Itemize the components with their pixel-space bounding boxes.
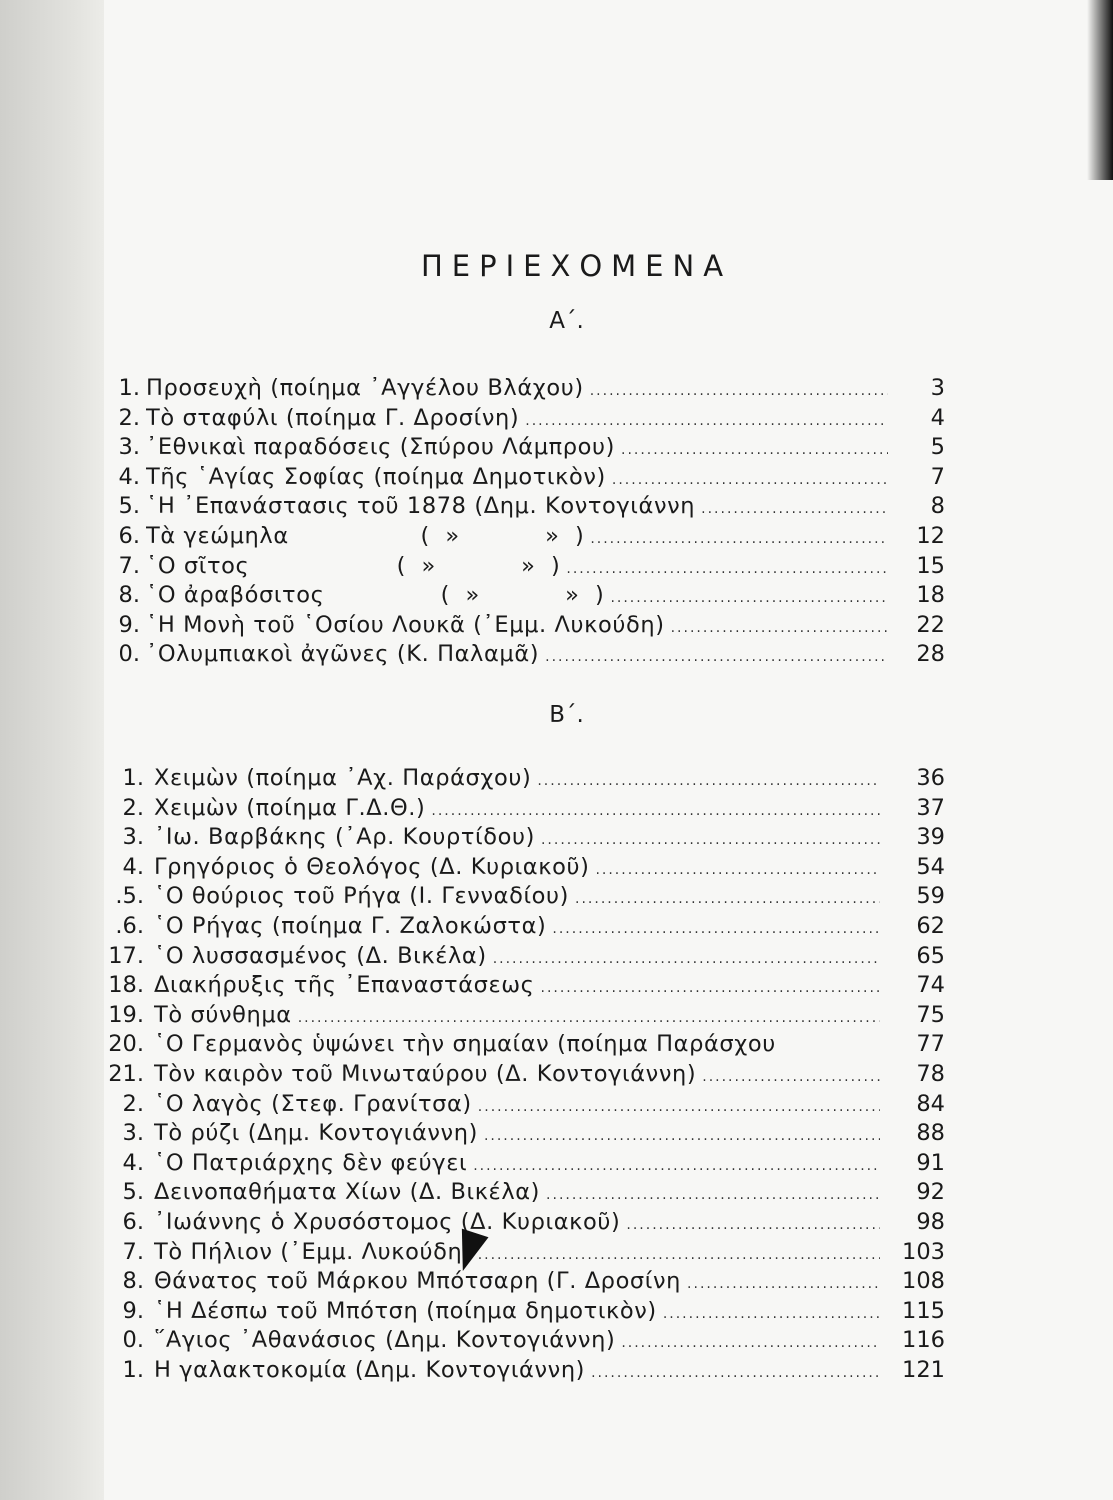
toc-entry-title-row [154,823,880,856]
leader-dots [595,856,880,886]
toc-entry-page-number: 54 [916,853,945,880]
toc-entry-title-row [146,581,888,614]
toc-entry-number: 6. [118,522,140,549]
toc-section-a [0,374,1113,670]
toc-entry [0,463,1113,493]
toc-entry-page-number: 22 [916,611,945,638]
toc-entry [0,1267,1113,1297]
toc-entry-page-number: 116 [902,1327,945,1354]
leader-dots [575,885,880,915]
leader-dots [541,826,880,856]
toc-entry [0,433,1113,463]
toc-entry-title-row [146,552,888,585]
toc-entry-title-row [154,971,880,1004]
leader-dots [671,614,888,644]
toc-entry [0,1119,1113,1149]
leader-dots [687,1270,880,1300]
toc-entry-page-number: 37 [916,794,945,821]
toc-entry [0,1208,1113,1238]
toc-entry [0,522,1113,552]
toc-entry-number: 21. [108,1060,144,1087]
toc-entry-number: 2. [122,794,144,821]
toc-entry-title-row [146,463,888,496]
toc-entry-number: 6. [122,1208,144,1235]
toc-entry [0,552,1113,582]
toc-entry [0,823,1113,853]
toc-entry-title: ῾Ο Πατριάρχης δὲν φεύγει [154,1149,468,1176]
toc-entry-title: ᾿Ιω. Βαρβάκης (᾿Αρ. Κουρτίδου) [154,824,535,851]
toc-entry-title-row [154,1267,880,1300]
toc-entry-page-number: 59 [916,883,945,910]
toc-entry [0,374,1113,404]
toc-entry-number: 8. [122,1268,144,1295]
toc-entry [0,404,1113,434]
toc-entry-title: Τὸ Πήλιον (᾿Εμμ. Λυκούδη) [154,1238,472,1265]
leader-dots [626,1211,880,1241]
toc-entry [0,640,1113,670]
toc-entry-number: 4. [118,463,140,490]
leader-dots [702,1063,880,1093]
toc-entry [0,492,1113,522]
toc-entry-page-number: 7 [930,463,945,490]
toc-entry-title: ῾Ο Ρήγας (ποίημα Γ. Ζαλοκώστα) [154,912,547,939]
toc-entry-title: Τὰ γεώμηλα ( » » ) [146,522,585,549]
toc-entry-title: Τὸ ρύζι (Δημ. Κοντογιάννη) [154,1120,478,1147]
toc-entry-number: 1. [118,375,140,401]
leader-dots [621,436,888,466]
toc-entry-title: Χειμὼν (ποίημα Γ.Δ.Θ.) [154,794,426,821]
leader-dots [431,797,880,827]
toc-entry-number: 20. [108,1031,144,1058]
toc-entry-title-row [154,1326,880,1359]
leader-dots [537,767,880,797]
toc-entry-title-row [154,1060,880,1093]
leader-dots [566,555,888,585]
toc-entry-title-row [146,433,888,466]
toc-entry-title-row [154,764,880,797]
toc-entry-number: 7. [118,552,140,579]
toc-entry-title-row [146,404,888,437]
toc-entry-page-number: 84 [916,1090,945,1117]
toc-entry-title-row [154,1238,880,1271]
toc-entry-number: 3. [118,434,140,461]
toc-entry [0,1297,1113,1327]
leader-dots [545,643,888,673]
toc-entry [0,912,1113,942]
toc-entry [0,764,1113,794]
toc-entry [0,794,1113,824]
toc-entry-title-row [154,882,880,915]
toc-entry [0,1238,1113,1268]
toc-entry [0,1178,1113,1208]
toc-entry-title-row [146,522,888,555]
toc-entry [0,1001,1113,1031]
toc-entry-page-number: 39 [916,824,945,851]
toc-entry-page-number: 74 [916,972,945,999]
leader-dots [590,525,888,555]
section-a-heading: Α΄. [549,308,584,334]
toc-entry-title: Η γαλακτοκομία (Δημ. Κοντογιάννη) [154,1356,586,1383]
toc-entry-title: ᾿Ιωάννης ὁ Χρυσόστομος (Δ. Κυριακοῦ) [154,1208,621,1235]
toc-entry-page-number: 5 [930,434,945,461]
leader-dots [663,1300,880,1330]
toc-entry-title: Διακήρυξις τῆς ᾿Επαναστάσεως [154,972,535,999]
toc-entry-page-number: 15 [916,552,945,579]
toc-entry-page-number: 75 [916,1001,945,1028]
toc-entry [0,1090,1113,1120]
toc-entry-title-row [154,1090,880,1123]
toc-entry-title: Θάνατος τοῦ Μάρκου Μπότσαρη (Γ. Δροσίνη [154,1268,682,1295]
leader-dots [493,945,880,975]
toc-entry-number: 17. [108,942,144,969]
toc-entry-number: 3. [122,824,144,851]
toc-entry-title: Προσευχὴ (ποίημα ᾿Αγγέλου Βλάχου) [146,375,584,401]
toc-entry [0,942,1113,972]
toc-entry-number: 2. [122,1090,144,1117]
toc-entry-page-number: 18 [916,582,945,609]
toc-entry-title: Γρηγόριος ὁ Θεολόγος (Δ. Κυριακοῦ) [154,853,590,880]
toc-entry [0,1149,1113,1179]
toc-entry-title: ῾Ο ἀραβόσιτος ( » » ) [146,582,605,609]
toc-entry-title-row [154,853,880,886]
toc-entry [0,611,1113,641]
leader-dots [610,584,888,614]
toc-entry-title-row [154,1119,880,1152]
leader-dots [701,495,888,525]
toc-entry-page-number: 4 [930,404,945,431]
toc-entry-page-number: 103 [902,1238,945,1265]
toc-entry-page-number: 12 [916,522,945,549]
toc-entry [0,1030,1113,1060]
toc-entry-title: ᾿Εθνικαὶ παραδόσεις (Σπύρου Λάμπρου) [146,434,615,461]
toc-entry-title: ῾Ο λυσσασμένος (Δ. Βικέλα) [154,942,487,969]
leader-dots [552,915,880,945]
section-b-heading: Β΄. [549,702,584,728]
toc-entry [0,1356,1113,1386]
leader-dots [612,466,888,496]
leader-dots [546,1181,880,1211]
toc-entry [0,853,1113,883]
toc-entry-title: ῾Ο Γερμανὸς ὑψώνει τὴν σημαίαν (ποίημα Παράσχου [154,1031,776,1058]
toc-entry-page-number: 98 [916,1208,945,1235]
toc-entry-title-row [154,1001,880,1034]
toc-entry-page-number: 91 [916,1149,945,1176]
toc-entry-title-row [154,1208,880,1241]
leader-dots [541,974,881,1004]
leader-dots [621,1329,880,1359]
toc-entry-number: 2. [118,404,140,431]
leader-dots [525,407,888,437]
toc-entry-number: 1. [122,765,144,791]
toc-entry-title-row [154,1297,880,1330]
leader-dots [478,1093,880,1123]
toc-entry-title-row [154,942,880,975]
toc-entry-number: 19. [108,1001,144,1028]
toc-entry-page-number: 115 [902,1297,945,1324]
toc-entry-title-row [154,1149,880,1182]
toc-entry [0,1326,1113,1356]
toc-entry-title: Χειμὼν (ποίημα ᾿Αχ. Παράσχου) [154,765,532,791]
toc-entry-title-row [146,374,888,407]
toc-entry [0,1060,1113,1090]
toc-entry-number: 9. [118,611,140,638]
toc-entry-title: Τῆς ῾Αγίας Σοφίας (ποίημα Δημοτικὸν) [146,463,606,490]
toc-entry-page-number: 121 [902,1356,945,1383]
toc-entry-title: ῾Ο λαγὸς (Στεφ. Γρανίτσα) [154,1090,472,1117]
toc-entry-title: Τὸ σύνθημα [154,1001,292,1028]
toc-entry-number: .5. [115,883,144,910]
toc-entry-page-number: 78 [916,1060,945,1087]
toc-entry-page-number: 88 [916,1120,945,1147]
toc-entry-title: Τὸν καιρὸν τοῦ Μινωταύρου (Δ. Κοντογιάννη) [154,1060,697,1087]
toc-entry-number: 5. [122,1179,144,1206]
toc-entry-page-number: 65 [916,942,945,969]
toc-entry-title: ῾Ο θούριος τοῦ Ρήγα (Ι. Γενναδίου) [154,883,570,910]
toc-entry-number: 8. [118,582,140,609]
toc-entry-page-number: 108 [902,1268,945,1295]
toc-entry-title: ῞Αγιος ᾿Αθανάσιος (Δημ. Κοντογιάννη) [154,1327,616,1354]
toc-entry-number: 7. [122,1238,144,1265]
page-title: ΠΕΡΙΕΧΟΜΕΝΑ [420,249,733,284]
toc-entry-page-number: 8 [930,493,945,520]
toc-entry-title-row [154,794,880,827]
toc-entry-title: Δεινοπαθήματα Χίων (Δ. Βικέλα) [154,1179,541,1206]
toc-entry-number: 9. [122,1297,144,1324]
toc-entry-title: ῾Η ᾿Επανάστασις τοῦ 1878 (Δημ. Κοντογιάννη [146,493,696,520]
toc-entry-page-number: 28 [916,641,945,668]
leader-dots [473,1152,880,1182]
leader-dots [484,1122,880,1152]
toc-entry-title: ῾Η Δέσπω τοῦ Μπότση (ποίημα δημοτικὸν) [154,1297,657,1324]
toc-entry [0,581,1113,611]
toc-entry-number: 1. [122,1356,144,1383]
toc-entry-title: ᾿Ολυμπιακοὶ ἀγῶνες (Κ. Παλαμᾶ) [146,641,540,668]
toc-section-b [0,764,1113,1385]
toc-entry-page-number: 36 [916,765,945,791]
page-edge-shadow [1087,0,1113,180]
toc-entry-title-row [146,611,888,644]
toc-entry-number: .6. [115,912,144,939]
toc-entry-number: 18. [108,972,144,999]
toc-entry-title-row [154,1030,880,1060]
toc-entry [0,971,1113,1001]
toc-entry-title: ῾Ο σῖτος ( » » ) [146,552,561,579]
toc-entry-number: 4. [122,853,144,880]
leader-dots [298,1004,880,1034]
toc-entry-title-row [146,492,888,525]
toc-entry [0,882,1113,912]
toc-entry-page-number: 3 [930,375,945,401]
leader-dots [478,1241,880,1271]
toc-entry-number: 4. [122,1149,144,1176]
toc-entry-number: 3. [122,1120,144,1147]
toc-entry-page-number: 62 [916,912,945,939]
toc-entry-title-row [154,1178,880,1211]
toc-entry-title: ῾Η Μονὴ τοῦ ῾Οσίου Λουκᾶ (᾿Εμμ. Λυκούδη) [146,611,665,638]
toc-entry-number: 5. [118,493,140,520]
toc-entry-number: 0. [118,641,140,668]
toc-entry-title-row [154,1356,880,1389]
leader-dots [591,1359,880,1389]
toc-entry-title-row [146,640,888,673]
toc-entry-title-row [154,912,880,945]
toc-entry-page-number: 77 [916,1031,945,1058]
toc-entry-number: 0. [122,1327,144,1354]
toc-entry-title: Τὸ σταφύλι (ποίημα Γ. Δροσίνη) [146,404,520,431]
leader-dots [590,377,888,407]
toc-entry-page-number: 92 [916,1179,945,1206]
